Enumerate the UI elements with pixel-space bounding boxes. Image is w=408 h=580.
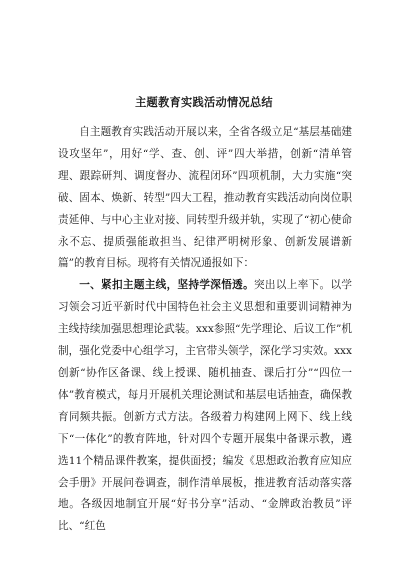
section-one-paragraph (58, 275, 352, 538)
section-one-text: 突出以上率下。以学习领会习近平新时代中国特色社会主义思想和重要训词精神为主线持续加强思想理论武装。xxx参照“先学理论、后议工作”机制，强化党委中心组学习，主官带头领学，深化学习实效。xxx创新“协作区备课、线上授课、随机抽查、课后打分”“四位一体”教育模式，每月开展机关理论测试和基层电话抽查，确保教育同频共振。创新方式方法。各级着力构建网上网下、线上线下“一体化”的教育阵地，针对四个专题开展集中备课示教，遴选11个精品课件教案，提供面授；编发《思想政治教育应知应会手册》开展问卷调查，制作清单展板，推进教育活动落实落地。各级因地制宜开展“好书分享”活动、“金牌政治教员”评比、“红色 (58, 279, 352, 533)
document-title: 主题教育实践活动情况总结 (135, 95, 273, 109)
document-body (58, 122, 352, 538)
intro-paragraph: 自主题教育实践活动开展以来，全省各级立足“基层基础建设攻坚年”，用好“学、查、创、评”四大举措，创新“清单管理、跟踪研判、调度督办、流程闭环”四项机制，大力实施“突破、固本、焕新、转型”四大工程，推动教育实践活动向岗位职责延伸、与中心主业对接、同转型升级并轨，实现了“初心使命永不忘、提质强能敢担当、纪律严明树形象、创新发展谱新篇”的教育目标。现将有关情况通报如下： (58, 126, 352, 270)
section-one-heading: 一、紧扣主题主线，坚持学深悟透。 (79, 279, 254, 292)
